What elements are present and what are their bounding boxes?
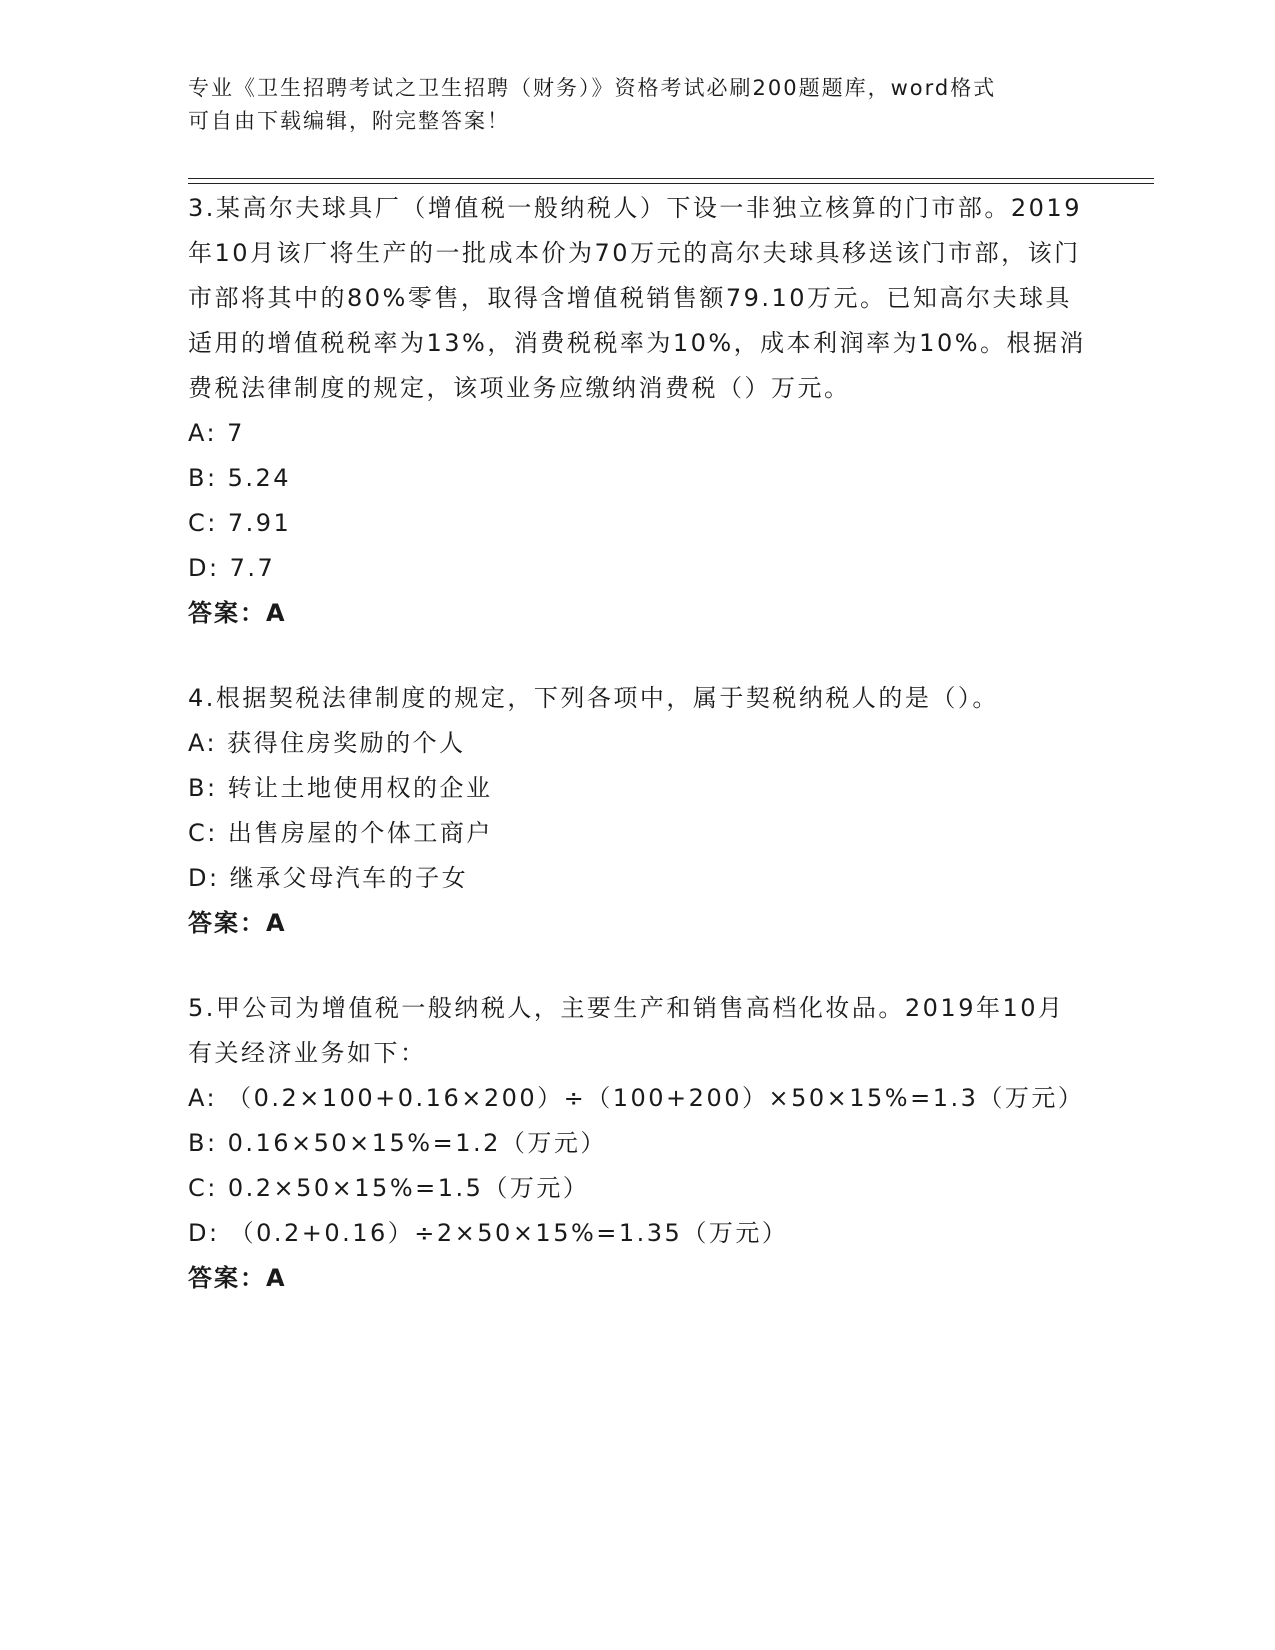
option-b	[188, 456, 1088, 501]
option-text: 0.2×50×15%=1.5（万元）	[227, 1174, 590, 1202]
option-a	[188, 411, 1088, 456]
option-letter: A	[188, 729, 207, 757]
option-text: 5.24	[227, 464, 291, 492]
option-text: 7	[227, 419, 245, 447]
question-list	[188, 186, 1088, 1341]
option-letter: D	[188, 554, 209, 582]
option-separator: :	[208, 554, 220, 582]
question-5	[188, 986, 1088, 1301]
option-separator: :	[206, 729, 218, 757]
option-c	[188, 1166, 1088, 1211]
answer-label: 答案：A	[188, 599, 287, 627]
option-separator: :	[207, 819, 218, 847]
option-letter: B	[188, 774, 207, 802]
option-b	[188, 1121, 1088, 1166]
option-letter: A	[188, 1084, 207, 1112]
option-separator: :	[206, 1129, 218, 1157]
option-letter: A	[188, 419, 207, 447]
option-separator: :	[206, 774, 218, 802]
option-text: 出售房屋的个体工商户	[227, 819, 493, 847]
answer-label: 答案：A	[188, 909, 287, 937]
document-header	[188, 72, 1068, 138]
option-b	[188, 766, 1088, 811]
option-separator: :	[207, 509, 218, 537]
question-4	[188, 676, 1088, 946]
option-text: （0.2×100+0.16×200）÷（100+200）×50×15%=1.3（万元）	[227, 1084, 1085, 1112]
option-a	[188, 721, 1088, 766]
question-3	[188, 186, 1088, 636]
option-separator: :	[206, 464, 218, 492]
option-d	[188, 546, 1088, 591]
option-text: 转让土地使用权的企业	[227, 774, 493, 802]
question-text: 5.甲公司为增值税一般纳税人，主要生产和销售高档化妆品。2019年10月有关经济业务如下：	[188, 994, 1065, 1067]
option-separator: :	[206, 1084, 218, 1112]
option-d	[188, 856, 1088, 901]
header-divider-top	[188, 178, 1154, 179]
option-text: （0.2+0.16）÷2×50×15%=1.35（万元）	[229, 1219, 789, 1247]
header-divider-bottom	[188, 183, 1154, 184]
option-separator: :	[207, 1174, 218, 1202]
question-text: 3.某高尔夫球具厂（增值税一般纳税人）下设一非独立核算的门市部。2019年10月该厂将生产的一批成本价为70万元的高尔夫球具移送该门市部，该门市部将其中的80%零售，取得含增值税销售额79.10万元。已知高尔夫球具适用的增值税税率为13%，消费税税率为10%，成本利润率为10%。根据消费税法律制度的规定，该项业务应缴纳消费税（）万元。	[188, 194, 1087, 402]
option-a	[188, 1076, 1088, 1121]
option-d	[188, 1211, 1088, 1256]
option-separator: :	[206, 419, 218, 447]
option-letter: C	[188, 509, 208, 537]
option-separator: :	[208, 864, 220, 892]
option-text: 7.91	[227, 509, 292, 537]
option-c	[188, 811, 1088, 856]
option-text: 0.16×50×15%=1.2（万元）	[227, 1129, 607, 1157]
option-text: 获得住房奖励的个人	[227, 729, 466, 757]
option-letter: D	[188, 1219, 209, 1247]
header-line-2: 可自由下载编辑，附完整答案！	[188, 109, 510, 133]
question-text: 4.根据契税法律制度的规定，下列各项中，属于契税纳税人的是（）。	[188, 684, 999, 712]
option-letter: D	[188, 864, 209, 892]
option-c	[188, 501, 1088, 546]
option-letter: B	[188, 464, 207, 492]
option-separator: :	[208, 1219, 220, 1247]
answer-label: 答案：A	[188, 1264, 287, 1292]
option-letter: C	[188, 1174, 208, 1202]
option-letter: B	[188, 1129, 207, 1157]
header-line-1: 专业《卫生招聘考试之卫生招聘（财务）》资格考试必刷200题题库，word格式	[188, 76, 997, 100]
option-letter: C	[188, 819, 208, 847]
option-text: 继承父母汽车的子女	[229, 864, 469, 892]
option-text: 7.7	[229, 554, 276, 582]
